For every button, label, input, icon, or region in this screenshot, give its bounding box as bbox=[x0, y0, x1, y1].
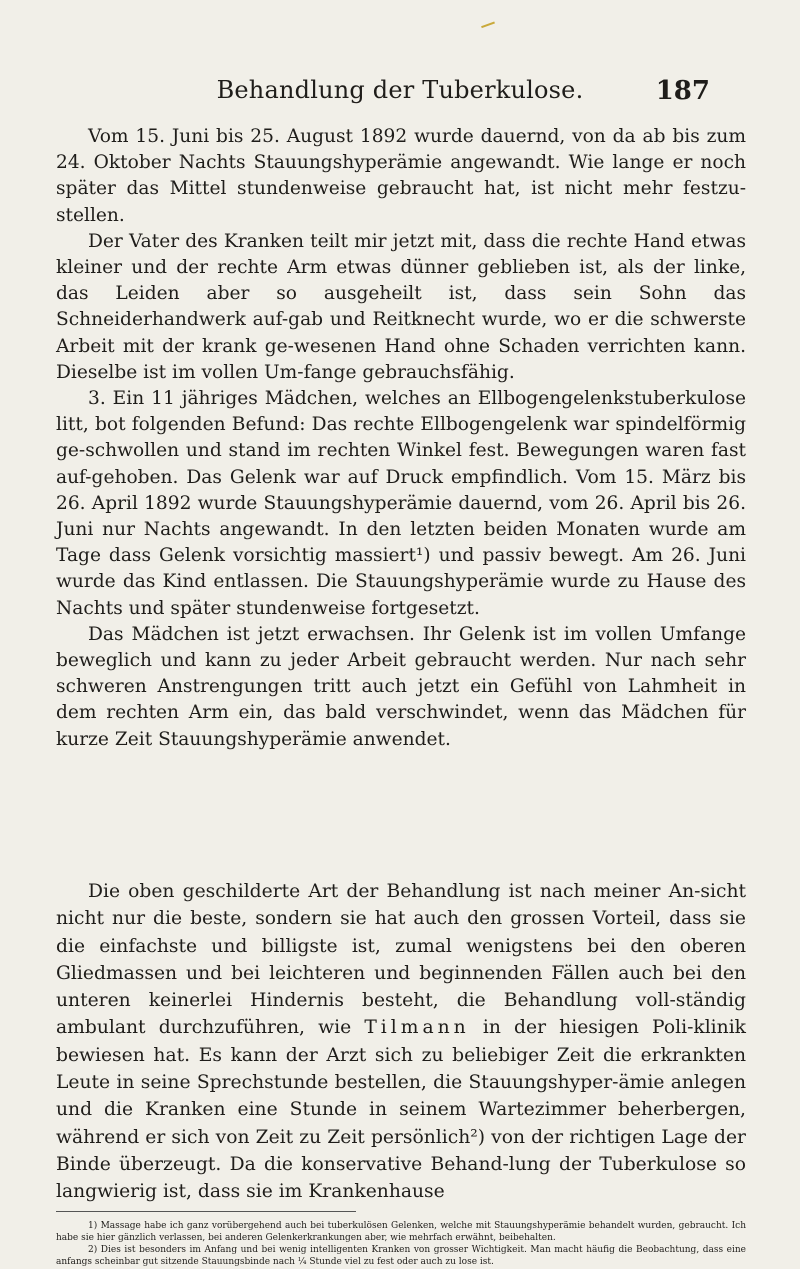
paragraph-2: Der Vater des Kranken teilt mir jetzt mit, dass die rechte Hand etwas kleiner und der rechte Arm etwas dünner geblieben ist, als der linke, das Leiden aber so ausgeheilt ist, dass sein Sohn das Schneiderhandwerk auf-gab und Reitknecht wurde, wo er die schwerste Arbeit mit der krank ge-wesenen Hand ohne Schaden verrichten kann. Dieselbe ist im vollen Um-fange gebrauchsfähig. bbox=[56, 230, 746, 383]
running-title: Behandlung der Tuberkulose. bbox=[216, 76, 584, 104]
author-name: Tilmann bbox=[364, 1017, 470, 1039]
paragraph-4: Das Mädchen ist jetzt erwachsen. Ihr Gelenk ist im vollen Umfange beweglich und kann zu jeder Arbeit gebraucht werden. Nur nach sehr schweren Anstrengungen tritt auch jetzt ein Gefühl von Lahmheit in dem rechten Arm ein, das bald verschwindet, wenn das Mädchen für kurze Zeit Stauungshyperämie anwendet. bbox=[56, 623, 746, 750]
page-header bbox=[0, 76, 800, 116]
paragraph-1: Vom 15. Juni bis 25. August 1892 wurde dauernd, von da ab bis zum 24. Oktober Nachts Stauungshyperämie angewandt. Wie lange er noch später das Mittel stundenweise gebraucht hat, ist nicht mehr festzu-stellen. bbox=[56, 126, 746, 226]
main-text bbox=[56, 878, 746, 1206]
footnote-1: 1) Massage habe ich ganz vorübergehend auch bei tuberkulösen Gelenken, welche mit Stauungshyperämie behandelt wurden, gebraucht. Ich habe sie hier gänzlich verlassen, bei anderen Gelenkerkrankungen aber, wie mehrfach erwähnt, beibehalten. bbox=[56, 1221, 746, 1244]
paragraph-3: 3. Ein 11 jähriges Mädchen, welches an Ellbogengelenkstuberkulose litt, bot folgenden Befund: Das rechte Ellbogengelenk war spindelförmig ge-schwollen und stand im rechten Winkel fest. Bewegungen waren fast auf-gehoben. Das Gelenk war auf Druck empfindlich. Vom 15. März bis 26. April 1892 wurde Stauungshyperämie dauernd, vom 26. April bis 26. Juni nur Nachts angewandt. In den letzten beiden Monaten wurde am Tage dass Gelenk vorsichtig massiert¹) und passiv bewegt. Am 26. Juni wurde das Kind entlassen. Die Stauungshyperämie wurde zu Hause des Nachts und später stundenweise fortgesetzt. bbox=[56, 388, 746, 619]
footnote-divider bbox=[56, 1211, 356, 1212]
footnote-2: 2) Dies ist besonders im Anfang und bei wenig intelligenten Kranken von grosser Wichtigkeit. Man macht häufig die Beobachtung, dass eine anfangs scheinbar gut sitzende Stauungsbinde nach ¼ Stunde viel zu fest oder auch zu lose ist. bbox=[56, 1245, 746, 1268]
case-report-text bbox=[56, 124, 746, 753]
ink-mark bbox=[479, 16, 495, 28]
page-number: 187 bbox=[655, 76, 710, 106]
main-paragraph-part2: in der hiesigen Poli-klinik bewiesen hat. Es kann der Arzt sich zu beliebiger Zeit die erkrankten Leute in seine Sprechstunde bestellen, die Stauungshyper-ämie anlegen und die Kranken eine Stunde in seinem Wartezimmer beherbergen, während er sich von Zeit zu Zeit persönlich²) von der richtigen Lage der Binde überzeugt. Da die konservative Behand-lung der Tuberkulose so langwierig ist, dass sie im Krankenhause bbox=[56, 1017, 746, 1203]
main-paragraph bbox=[56, 878, 746, 1206]
main-paragraph-part1: Die oben geschilderte Art der Behandlung ist nach meiner An-sicht nicht nur die beste, sondern sie hat auch den grossen Vorteil, dass sie die einfachste und billigste ist, zumal wenigstens bei den oberen Gliedmassen und bei leichteren und beginnenden Fällen auch bei den unteren keinerlei Hindernis besteht, die Behandlung voll-ständig ambulant durchzuführen, wie bbox=[56, 881, 746, 1039]
footnotes bbox=[56, 1220, 746, 1269]
